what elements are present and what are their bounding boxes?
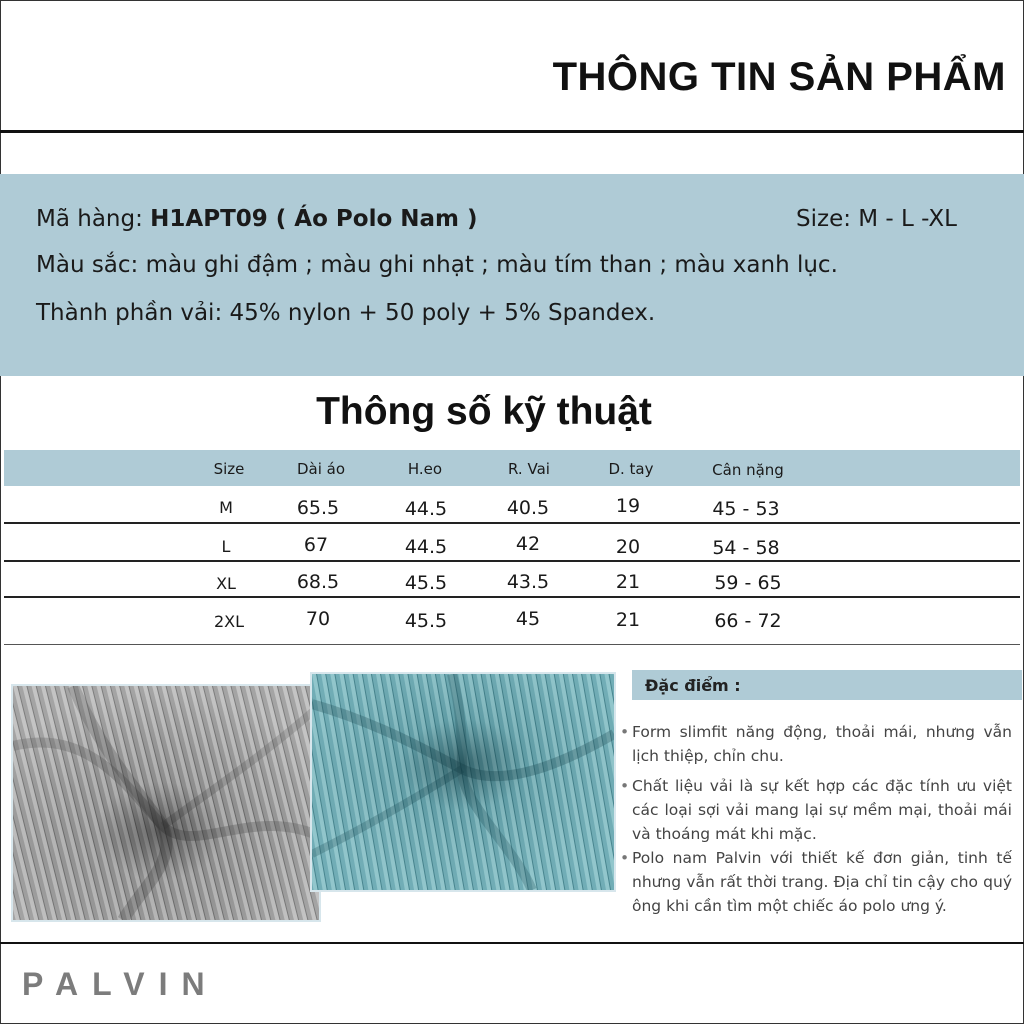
features-heading-bar (632, 670, 1022, 700)
row-divider (4, 596, 1020, 598)
brand-logo: PALVIN (22, 966, 219, 1002)
grey-fabric-swatch-image (11, 684, 321, 922)
bullet-icon: • (620, 723, 630, 741)
table-cell: 42 (515, 533, 541, 555)
spec-title: Thông số kỹ thuật (316, 390, 652, 433)
col-header-length: Dài áo (296, 460, 346, 478)
product-material: Thành phần vải: 45% nylon + 50 poly + 5% Spandex. (36, 300, 656, 326)
row-divider (4, 560, 1020, 562)
col-header-waist: H.eo (407, 460, 443, 478)
table-cell: 65.5 (296, 497, 340, 519)
row-divider (4, 644, 1020, 645)
table-cell: 66 - 72 (714, 610, 782, 632)
table-cell: 21 (615, 571, 641, 593)
features-heading: Đặc điểm : (645, 676, 741, 695)
table-cell: M (219, 498, 233, 517)
table-cell: XL (216, 574, 236, 593)
table-cell: 44.5 (404, 536, 448, 558)
col-header-sleeve: D. tay (608, 460, 654, 478)
page-title: THÔNG TIN SẢN PHẨM (552, 55, 1006, 99)
table-cell: 44.5 (404, 498, 448, 520)
feature-text: Chất liệu vải là sự kết hợp các đặc tính ưu việt các loại sợi vải mang lại sự mềm mại, thoải mái và thoáng mát khi mặc. (632, 777, 1012, 843)
feature-text: Polo nam Palvin với thiết kế đơn giản, tinh tế nhưng vẫn rất thời trang. Địa chỉ tin cậy cho quý ông khi cần tìm một chiếc áo polo ưng ý. (632, 849, 1012, 915)
table-cell: 54 - 58 (712, 537, 780, 559)
col-header-weight: Cân nặng (712, 461, 784, 479)
table-cell: 45.5 (404, 572, 448, 594)
table-cell: 45 (515, 608, 541, 630)
table-cell: 67 (303, 534, 329, 556)
table-cell: 20 (615, 536, 641, 558)
col-header-size: Size (213, 460, 245, 478)
feature-text: Form slimfit năng động, thoải mái, nhưng vẫn lịch thiệp, chỉn chu. (632, 723, 1012, 765)
table-cell: L (221, 537, 231, 556)
list-item (620, 774, 1012, 846)
product-code (36, 206, 478, 232)
table-cell: 43.5 (506, 571, 550, 593)
row-divider (4, 522, 1020, 524)
product-code-value: H1APT09 ( Áo Polo Nam ) (150, 206, 478, 232)
table-cell: 21 (615, 609, 641, 631)
header-divider (0, 130, 1024, 133)
table-cell: 45.5 (404, 610, 448, 632)
product-sizes: Size: M - L -XL (796, 206, 957, 232)
product-colors: Màu sắc: màu ghi đậm ; màu ghi nhạt ; màu tím than ; màu xanh lục. (36, 252, 838, 278)
product-info-panel (0, 174, 1024, 376)
table-cell: 40.5 (506, 497, 550, 519)
bullet-icon: • (620, 777, 630, 795)
col-header-shoulder: R. Vai (508, 460, 550, 478)
table-cell: 2XL (213, 612, 245, 631)
table-cell: 70 (305, 608, 331, 630)
teal-fabric-swatch-image (310, 672, 616, 892)
bullet-icon: • (620, 849, 630, 867)
table-cell: 19 (615, 495, 641, 517)
list-item (620, 846, 1012, 918)
table-cell: 68.5 (296, 571, 340, 593)
product-code-label: Mã hàng: (36, 206, 151, 232)
footer-divider (0, 942, 1024, 944)
table-cell: 59 - 65 (714, 572, 782, 594)
table-cell: 45 - 53 (712, 498, 780, 520)
list-item (620, 720, 1012, 768)
